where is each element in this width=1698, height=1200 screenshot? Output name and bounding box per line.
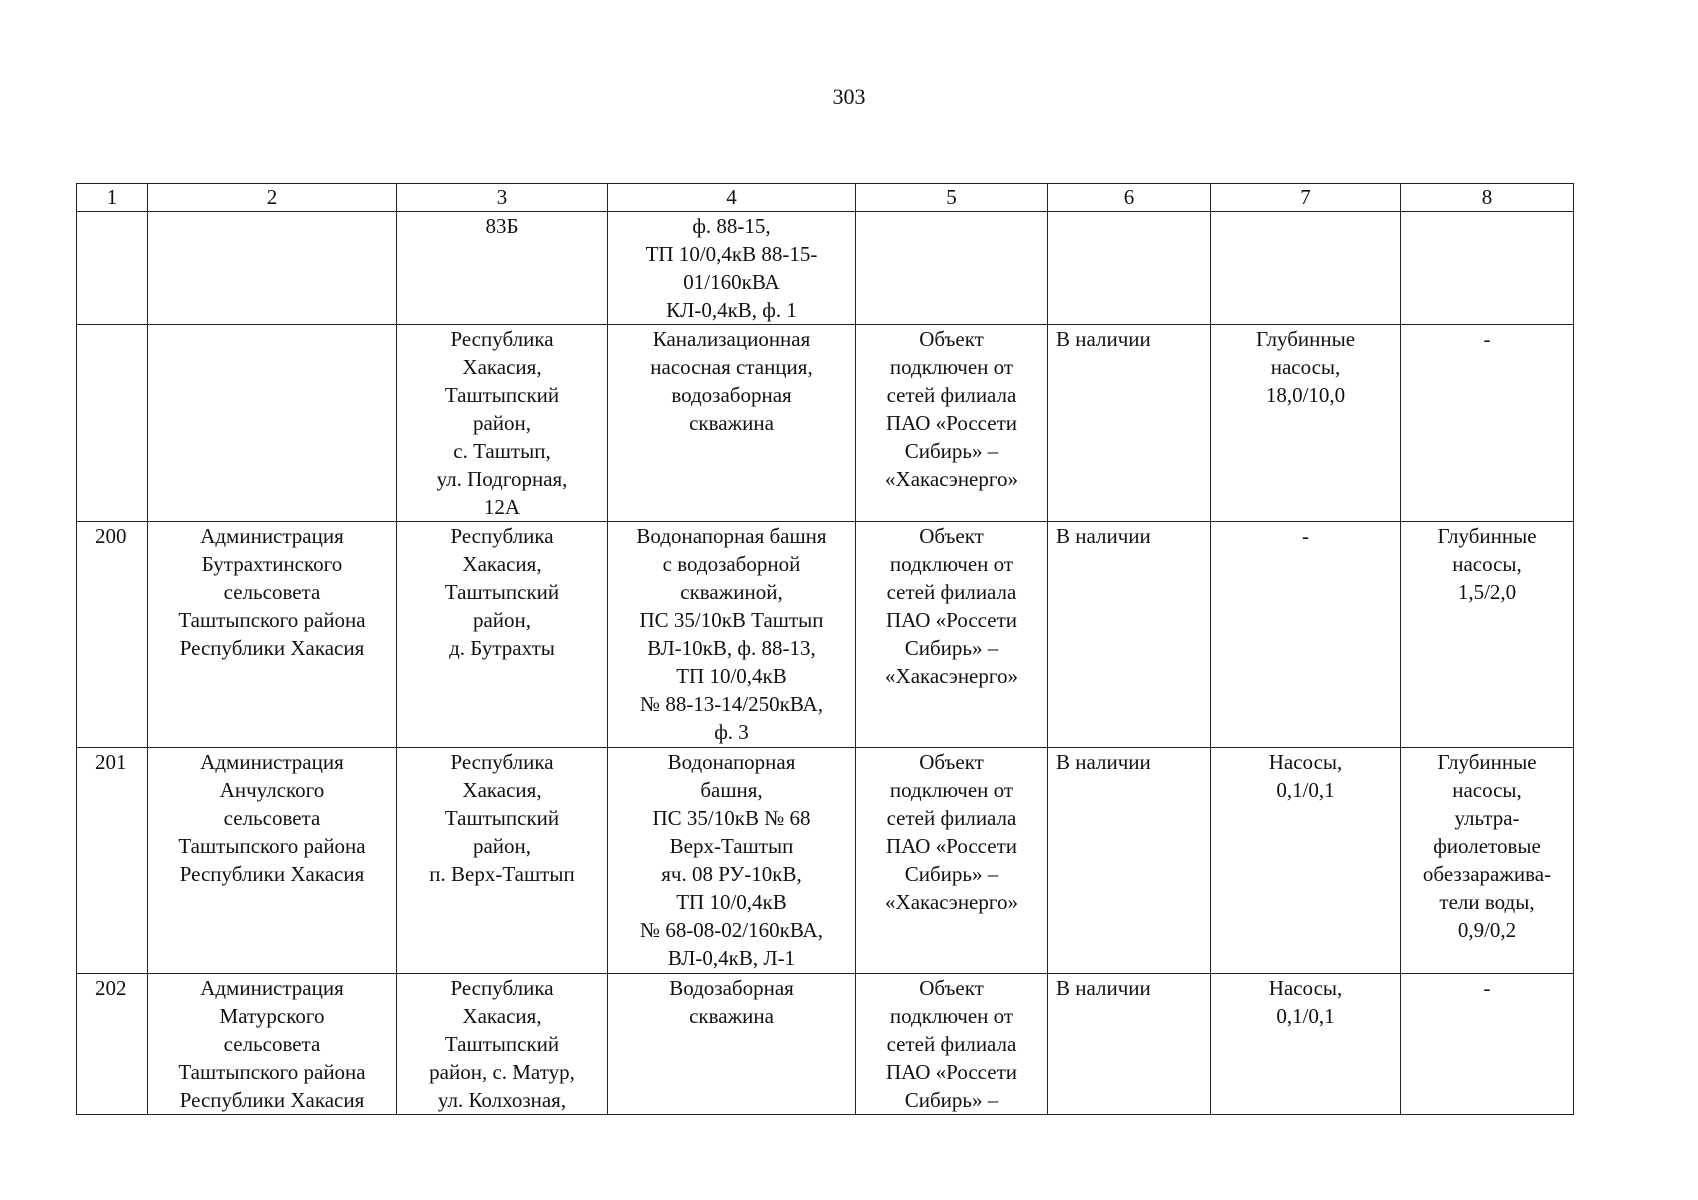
row-number-cell — [77, 212, 148, 325]
column-number: 1 — [77, 184, 148, 212]
row-number-cell: 202 — [77, 974, 148, 1115]
column-number: 2 — [148, 184, 397, 212]
object-cell: Водонапорная башня с водозаборной скважиной, ПС 35/10кВ Таштып ВЛ-10кВ, ф. 88-13, ТП 10/0,4кВ № 88-13-14/250кВА, ф. 3 — [608, 522, 856, 748]
organization-cell: Администрация Матурского сельсовета Таштыпского района Республики Хакасия — [148, 974, 397, 1115]
table-row — [77, 522, 1574, 748]
object-cell: Водонапорная башня, ПС 35/10кВ № 68 Верх-Таштып яч. 08 РУ-10кВ, ТП 10/0,4кВ № 68-08-02/160кВА, ВЛ-0,4кВ, Л-1 — [608, 748, 856, 974]
data-table — [76, 183, 1574, 1115]
organization-cell — [148, 212, 397, 325]
row-number-cell — [77, 325, 148, 522]
equipment-cell: - — [1211, 522, 1401, 748]
connection-cell: Объект подключен от сетей филиала ПАО «Россети Сибирь» – «Хакасэнерго» — [856, 522, 1048, 748]
column-number-row — [77, 184, 1574, 212]
table-row — [77, 748, 1574, 974]
availability-cell: В наличии — [1048, 748, 1211, 974]
equipment-cell: Насосы, 0,1/0,1 — [1211, 974, 1401, 1115]
equipment-extra-cell: Глубинные насосы, ультра- фиолетовые обеззаражива- тели воды, 0,9/0,2 — [1401, 748, 1574, 974]
column-number: 6 — [1048, 184, 1211, 212]
object-cell: Водозаборная скважина — [608, 974, 856, 1115]
connection-cell — [856, 212, 1048, 325]
equipment-cell: Насосы, 0,1/0,1 — [1211, 748, 1401, 974]
organization-cell — [148, 325, 397, 522]
column-number: 8 — [1401, 184, 1574, 212]
object-cell: ф. 88-15, ТП 10/0,4кВ 88-15- 01/160кВА КЛ-0,4кВ, ф. 1 — [608, 212, 856, 325]
address-cell: Республика Хакасия, Таштыпский район, с. Матур, ул. Колхозная, — [397, 974, 608, 1115]
table-row — [77, 974, 1574, 1115]
column-number: 4 — [608, 184, 856, 212]
page-number: 303 — [832, 84, 866, 109]
connection-cell: Объект подключен от сетей филиала ПАО «Россети Сибирь» – «Хакасэнерго» — [856, 325, 1048, 522]
address-cell: Республика Хакасия, Таштыпский район, с. Таштып, ул. Подгорная, 12А — [397, 325, 608, 522]
column-number: 5 — [856, 184, 1048, 212]
table-row — [77, 325, 1574, 522]
address-cell: Республика Хакасия, Таштыпский район, д. Бутрахты — [397, 522, 608, 748]
object-cell: Канализационная насосная станция, водозаборная скважина — [608, 325, 856, 522]
connection-cell: Объект подключен от сетей филиала ПАО «Россети Сибирь» – — [856, 974, 1048, 1115]
equipment-extra-cell: Глубинные насосы, 1,5/2,0 — [1401, 522, 1574, 748]
equipment-extra-cell: - — [1401, 974, 1574, 1115]
availability-cell: В наличии — [1048, 325, 1211, 522]
connection-cell: Объект подключен от сетей филиала ПАО «Россети Сибирь» – «Хакасэнерго» — [856, 748, 1048, 974]
column-number: 3 — [397, 184, 608, 212]
organization-cell: Администрация Бутрахтинского сельсовета Таштыпского района Республики Хакасия — [148, 522, 397, 748]
equipment-cell: Глубинные насосы, 18,0/10,0 — [1211, 325, 1401, 522]
equipment-extra-cell: - — [1401, 325, 1574, 522]
address-cell: Республика Хакасия, Таштыпский район, п. Верх-Таштып — [397, 748, 608, 974]
row-number-cell: 201 — [77, 748, 148, 974]
address-cell: 83Б — [397, 212, 608, 325]
column-number: 7 — [1211, 184, 1401, 212]
table-row — [77, 212, 1574, 325]
availability-cell: В наличии — [1048, 974, 1211, 1115]
equipment-cell — [1211, 212, 1401, 325]
row-number-cell: 200 — [77, 522, 148, 748]
organization-cell: Администрация Анчулского сельсовета Таштыпского района Республики Хакасия — [148, 748, 397, 974]
equipment-extra-cell — [1401, 212, 1574, 325]
availability-cell — [1048, 212, 1211, 325]
availability-cell: В наличии — [1048, 522, 1211, 748]
